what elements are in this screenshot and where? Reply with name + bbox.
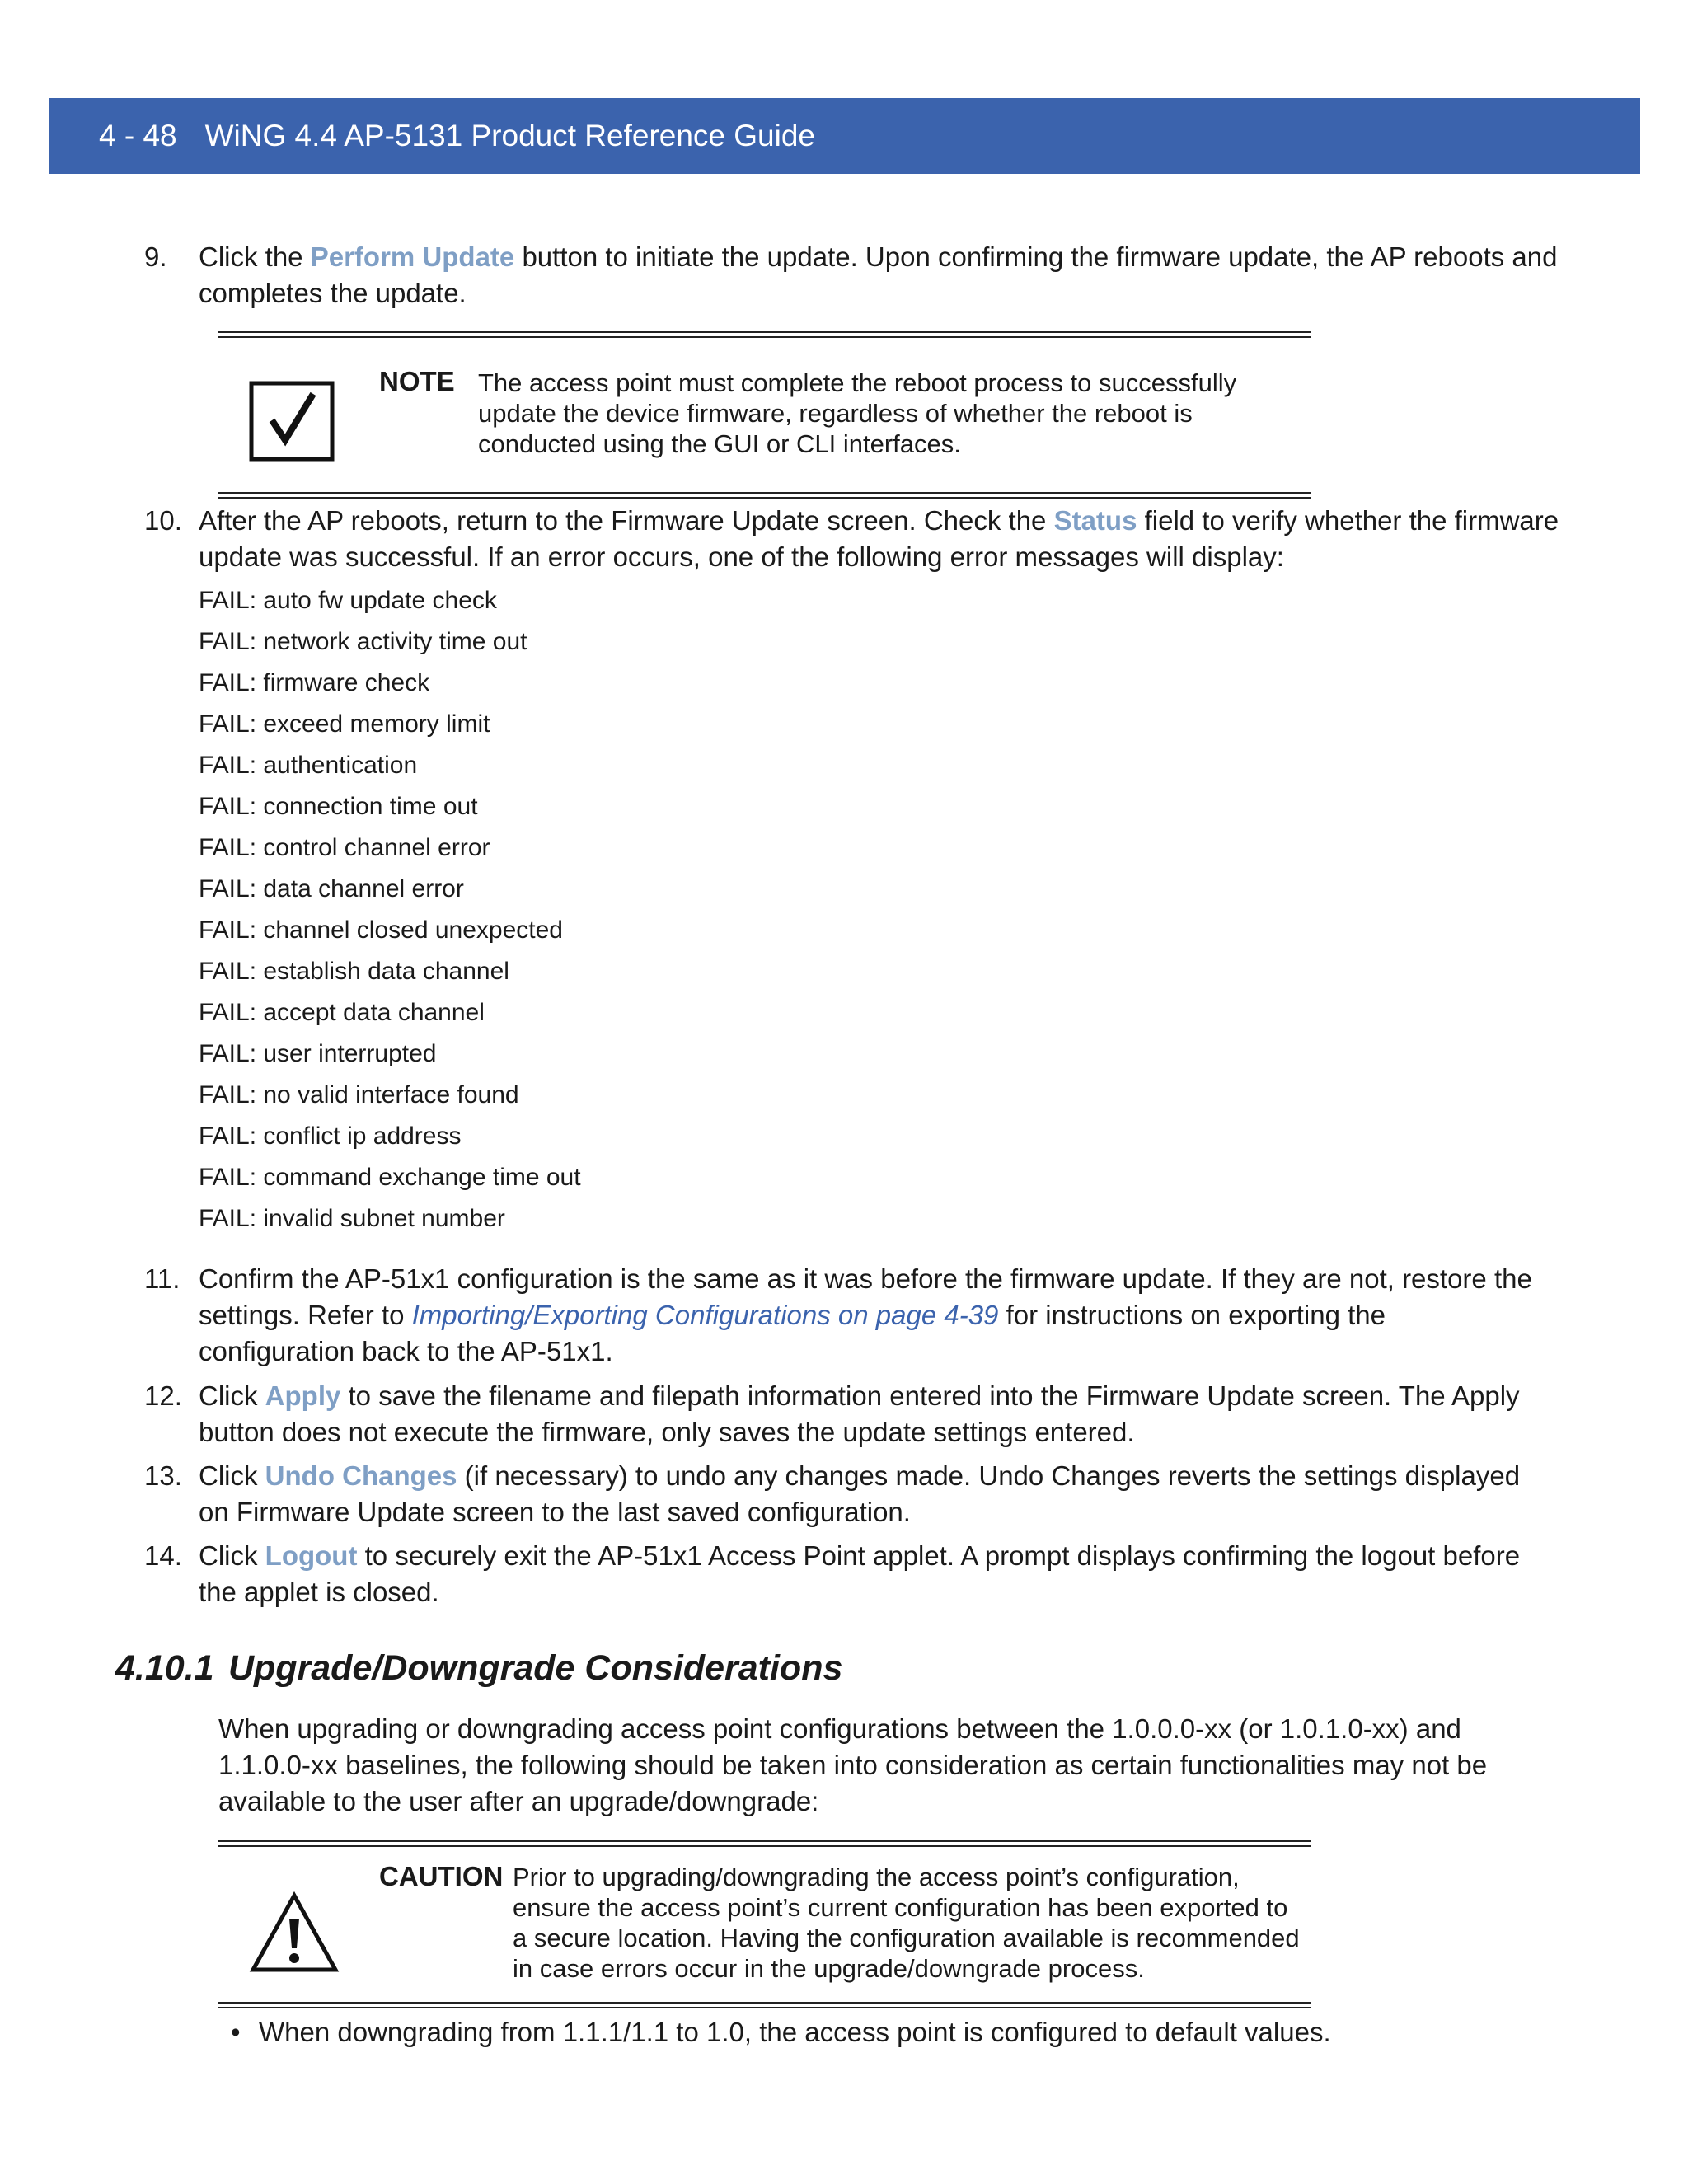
bullet-text: When downgrading from 1.1.1/1.1 to 1.0, the access point is configured to default values. xyxy=(259,2017,1331,2047)
error-message: FAIL: firmware check xyxy=(199,669,430,696)
status-ref: Status xyxy=(1053,505,1137,536)
error-message: FAIL: auto fw update check xyxy=(199,587,497,614)
step-number: 12. xyxy=(144,1380,182,1411)
step-number: 11. xyxy=(144,1263,181,1294)
step-text: Confirm the AP-51x1 configuration is the same as it was before the firmware update. If they are not, restore the settings. Refer to Importing/Exporting Configurations on page 4-39 for instructions on exporting the configuration back to the AP-51x1. xyxy=(199,1263,1532,1366)
error-message: FAIL: no valid interface found xyxy=(199,1081,519,1108)
step-text: Click Logout to securely exit the AP-51x1 Access Point applet. A prompt displays confirming the logout before the applet is closed. xyxy=(199,1540,1521,1607)
error-message: FAIL: data channel error xyxy=(199,875,464,902)
error-message: FAIL: conflict ip address xyxy=(199,1122,462,1150)
perform-update-ref: Perform Update xyxy=(310,241,515,272)
step-text: Click Apply to save the filename and filepath information entered into the Firmware Update screen. The Apply button does not execute the firmware, only saves the update settings entered. xyxy=(199,1380,1520,1447)
step-number: 9. xyxy=(144,241,167,272)
note-top-rule xyxy=(218,331,1311,338)
error-message: FAIL: establish data channel xyxy=(199,958,509,985)
section-number: 4.10.1 xyxy=(115,1648,214,1688)
caution-bottom-rule xyxy=(218,2002,1311,2008)
error-message: FAIL: control channel error xyxy=(199,834,490,861)
warning-triangle-icon xyxy=(249,1891,340,1977)
step-text: After the AP reboots, return to the Firmware Update screen. Check the Status field to verify whether the firmware update was successful. If an error occurs, one of the following error messages will display: xyxy=(199,505,1559,572)
section-title: Upgrade/Downgrade Considerations xyxy=(227,1648,843,1688)
error-message: FAIL: authentication xyxy=(199,752,418,779)
step-number: 14. xyxy=(144,1540,182,1571)
error-message: FAIL: network activity time out xyxy=(199,628,528,655)
caution-top-rule xyxy=(218,1840,1311,1847)
logout-ref: Logout xyxy=(265,1540,358,1571)
error-message: FAIL: exceed memory limit xyxy=(199,710,490,738)
caution-text: Prior to upgrading/downgrading the access point’s configuration, ensure the access point’s current configuration has been exported to a secure location. Having the configuration available is recommended in case errors occur in the upgrade/downgrade process. xyxy=(513,1863,1300,1983)
page-number: 4 - 48 xyxy=(99,119,177,152)
step-text: Click the Perform Update button to initiate the update. Upon confirming the firmware update, the AP reboots and completes the update. xyxy=(199,241,1558,308)
error-message: FAIL: command exchange time out xyxy=(199,1164,581,1191)
section-heading xyxy=(115,1648,842,1689)
undo-changes-ref: Undo Changes xyxy=(265,1460,457,1491)
step-number: 13. xyxy=(144,1460,182,1491)
section-intro: When upgrading or downgrading access point configurations between the 1.0.0.0-xx (or 1.0.1.0-xx) and 1.1.0.0-xx baselines, the following should be taken into consideration as certain functionalities may not be available to the user after an upgrade/downgrade: xyxy=(218,1713,1488,1816)
list-item xyxy=(231,2014,1331,2050)
step-number: 10. xyxy=(144,505,182,536)
apply-ref: Apply xyxy=(265,1380,341,1411)
error-message: FAIL: accept data channel xyxy=(199,999,485,1026)
step-text: Click Undo Changes (if necessary) to undo any changes made. Undo Changes reverts the settings displayed on Firmware Update screen to the last saved configuration. xyxy=(199,1460,1521,1527)
note-bottom-rule xyxy=(218,492,1311,499)
error-message: FAIL: invalid subnet number xyxy=(199,1205,505,1232)
note-text: The access point must complete the reboot process to successfully update the device firmware, regardless of whether the reboot is conducted using the GUI or CLI interfaces. xyxy=(478,368,1237,458)
guide-title: WiNG 4.4 AP-5131 Product Reference Guide xyxy=(204,119,816,152)
error-message: FAIL: connection time out xyxy=(199,793,478,820)
importing-exporting-link[interactable]: Importing/Exporting Configurations on page 4-39 xyxy=(411,1300,999,1330)
caution-label: CAUTION xyxy=(379,1861,504,1891)
note-label: NOTE xyxy=(379,366,455,396)
checkmark-icon xyxy=(249,381,336,467)
page-header xyxy=(49,98,1640,174)
error-message: FAIL: user interrupted xyxy=(199,1040,437,1067)
bullet-icon: • xyxy=(231,2017,241,2047)
error-message: FAIL: channel closed unexpected xyxy=(199,916,563,944)
